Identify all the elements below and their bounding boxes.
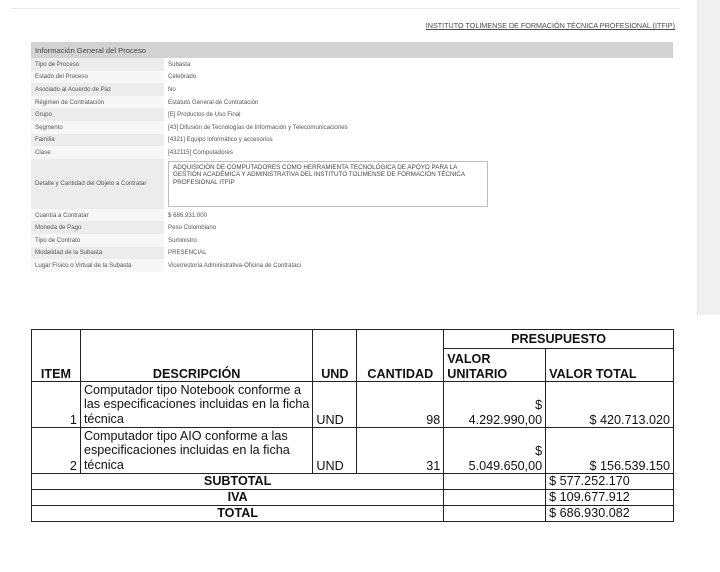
info-label: Familia <box>31 134 164 147</box>
iva-row <box>32 490 674 506</box>
detail-textarea[interactable] <box>168 161 488 207</box>
right-side-panel <box>697 0 720 315</box>
institute-link[interactable]: INSTITUTO TOLIMENSE DE FORMACIÓN TÉCNICA PROFESIONAL (ITFIP) <box>425 21 675 30</box>
budget-header-row-1 <box>32 330 674 349</box>
info-label: Modalidad de la Subasta <box>31 247 164 260</box>
info-label: Estado del Proceso <box>31 71 164 84</box>
info-value: Vicerrectoría Administrativa-Oficina de Contrataci <box>164 259 673 272</box>
info-label: Tipo de Contrato <box>31 234 164 247</box>
unit-value: 4.292.990,00 <box>468 412 543 427</box>
item-valor-total: $ 156.539.150 <box>546 428 674 474</box>
item-valor-unitario <box>444 382 546 428</box>
item-valor-unitario <box>444 428 546 474</box>
item-und: UND <box>313 428 357 474</box>
info-label: Clase <box>31 146 164 159</box>
item-valor-total: $ 420.713.020 <box>546 382 674 428</box>
total-label: TOTAL <box>32 506 444 522</box>
info-label: Segmento <box>31 121 164 134</box>
iva-value: $ 109.677.912 <box>546 490 674 506</box>
info-row-regimen <box>31 96 673 109</box>
info-label: Tipo de Proceso <box>31 58 164 71</box>
info-label: Asociado al Acuerdo de Paz <box>31 83 164 96</box>
subtotal-label: SUBTOTAL <box>32 474 444 490</box>
unit-value: 5.049.650,00 <box>468 458 543 473</box>
info-label: Régimen de Contratación <box>31 96 164 109</box>
item-description: Computador tipo Notebook conforme a las especificaciones incluidas en la ficha técnica <box>80 382 312 428</box>
info-row-tipo-proceso <box>31 58 673 71</box>
info-row-cuantia <box>31 209 673 222</box>
info-label: Grupo <box>31 108 164 121</box>
info-value: PRESENCIAL <box>164 247 673 260</box>
currency-symbol: $ <box>535 444 543 459</box>
col-item-header: ITEM <box>32 330 81 382</box>
presupuesto-header: PRESUPUESTO <box>444 330 674 349</box>
col-cantidad-header: CANTIDAD <box>357 330 444 382</box>
info-row-acuerdo-paz <box>31 83 673 96</box>
iva-label: IVA <box>32 490 444 506</box>
subtotal-empty <box>444 474 546 490</box>
item-cantidad: 31 <box>357 428 444 474</box>
col-valor-total-header: VALOR TOTAL <box>546 349 674 382</box>
budget-item-row <box>32 382 674 428</box>
info-row-detalle <box>31 159 673 209</box>
currency-symbol: $ <box>535 398 543 413</box>
item-description: Computador tipo AIO conforme a las especificaciones incluidas en la ficha técnica <box>80 428 312 474</box>
top-divider <box>12 8 680 9</box>
process-info-title: Información General del Proceso <box>31 42 673 58</box>
info-row-lugar <box>31 259 673 272</box>
info-value: No <box>164 83 673 96</box>
item-number: 1 <box>32 382 81 428</box>
info-label: Cuantía a Contratar <box>31 209 164 222</box>
info-value <box>164 159 673 209</box>
item-und: UND <box>313 382 357 428</box>
info-row-estado-proceso <box>31 71 673 84</box>
info-label: Moneda de Pago <box>31 221 164 234</box>
info-value: Estatuto General de Contratación <box>164 96 673 109</box>
info-row-grupo <box>31 108 673 121</box>
process-info-table <box>31 42 673 272</box>
subtotal-value: $ 577.252.170 <box>546 474 674 490</box>
item-number: 2 <box>32 428 81 474</box>
info-row-clase <box>31 146 673 159</box>
info-value: [E] Productos de Uso Final <box>164 108 673 121</box>
process-info-header <box>31 42 673 58</box>
info-row-segmento <box>31 121 673 134</box>
item-cantidad: 98 <box>357 382 444 428</box>
budget-table <box>31 329 674 522</box>
info-label: Detalle y Cantidad del Objeto a Contratar <box>31 159 164 209</box>
total-value: $ 686.930.082 <box>546 506 674 522</box>
col-valor-unitario-header: VALOR UNITARIO <box>444 349 546 382</box>
iva-empty <box>444 490 546 506</box>
info-value: [4321] Equipo informático y accesorios <box>164 134 673 147</box>
info-row-familia <box>31 134 673 147</box>
info-row-tipo-contrato <box>31 234 673 247</box>
info-value: $ 686.931.000 <box>164 209 673 222</box>
info-value: Suministro <box>164 234 673 247</box>
info-value: Peso Colombiano <box>164 221 673 234</box>
total-empty <box>444 506 546 522</box>
info-value: [43] Difusión de Tecnologías de Información y Telecomunicaciones <box>164 121 673 134</box>
info-value: [432115] Computadores <box>164 146 673 159</box>
info-row-modalidad <box>31 247 673 260</box>
subtotal-row <box>32 474 674 490</box>
info-value: Celebrado <box>164 71 673 84</box>
col-descripcion-header: DESCRIPCIÓN <box>80 330 312 382</box>
budget-item-row <box>32 428 674 474</box>
info-label: Lugar Físico o Virtual de la Subasta <box>31 259 164 272</box>
info-value: Subasta <box>164 58 673 71</box>
col-und-header: UND <box>313 330 357 382</box>
total-row <box>32 506 674 522</box>
info-row-moneda <box>31 221 673 234</box>
